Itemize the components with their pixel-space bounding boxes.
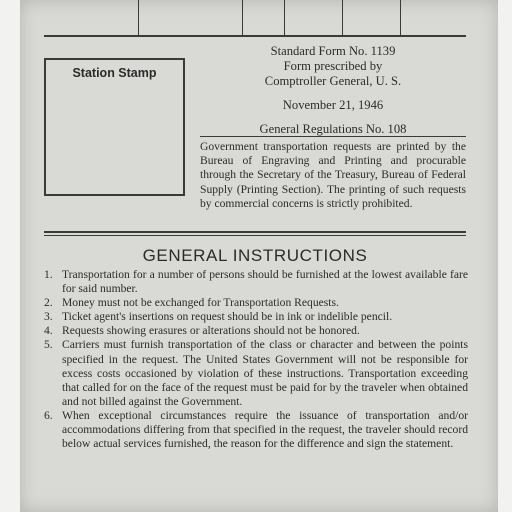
instruction-item <box>44 310 468 324</box>
instructions-list <box>44 268 468 451</box>
instruction-number: 4. <box>44 324 53 338</box>
comptroller: Comptroller General, U. S. <box>264 74 402 88</box>
instruction-item <box>44 268 468 296</box>
instruction-text: Ticket agent's insertions on request should be in ink or indelible pencil. <box>62 310 393 324</box>
instruction-item <box>44 324 468 338</box>
instruction-text: Requests showing erasures or alterations should not be honored. <box>62 324 360 338</box>
instruction-item <box>44 338 468 408</box>
instruction-number: 3. <box>44 310 53 324</box>
instruction-number: 2. <box>44 296 53 310</box>
station-stamp-label: Station Stamp <box>72 66 157 80</box>
top-rule <box>44 35 466 37</box>
header-rule <box>200 136 466 137</box>
instruction-text: Money must not be exchanged for Transportation Requests. <box>62 296 339 310</box>
prescribed-by: Form prescribed by <box>283 59 383 73</box>
cell-divider <box>284 0 285 36</box>
instruction-item <box>44 409 468 451</box>
cell-divider <box>138 0 139 36</box>
form-date: November 21, 1946 <box>282 98 384 112</box>
station-stamp-box <box>44 58 185 196</box>
instruction-text: Transportation for a number of persons should be furnished at the lowest available fare for said number. <box>62 268 468 296</box>
cell-divider <box>242 0 243 36</box>
instruction-text: Carriers must furnish transportation of the class or character and between the points specified in the request. The United States Government will not be responsible for excess costs occasioned by violation of these instructions. Transportation exceeding that called for on the face of the request must be paid for by the traveler when obtained and not billed against the Government. <box>62 338 468 408</box>
section-rule <box>44 231 466 233</box>
form-number: Standard Form No. 1139 <box>270 44 396 58</box>
instructions-heading: GENERAL INSTRUCTIONS <box>142 246 368 265</box>
top-form-cells <box>138 0 466 36</box>
instruction-number: 6. <box>44 408 53 422</box>
instruction-number: 5. <box>44 338 53 352</box>
cell-divider <box>342 0 343 36</box>
form-header <box>200 44 466 137</box>
instruction-item <box>44 296 468 310</box>
section-rule-thin <box>44 235 466 236</box>
printing-notice: Government transportation requests are printed by the Bureau of Engraving and Printing and procurable through the Secretary of the Treasury, Bureau of Federal Supply (Printing Section). The printing of such requests by commercial concerns is strictly prohibited. <box>200 140 466 210</box>
instruction-number: 1. <box>44 268 53 281</box>
cell-divider <box>400 0 401 36</box>
instruction-text: When exceptional circumstances require the issuance of transportation and/or accommodations differing from that specified in the request, the traveler should record below actual services furnished, the reason for the difference and sign the statement. <box>62 408 468 451</box>
general-regulations: General Regulations No. 108 <box>259 122 407 136</box>
